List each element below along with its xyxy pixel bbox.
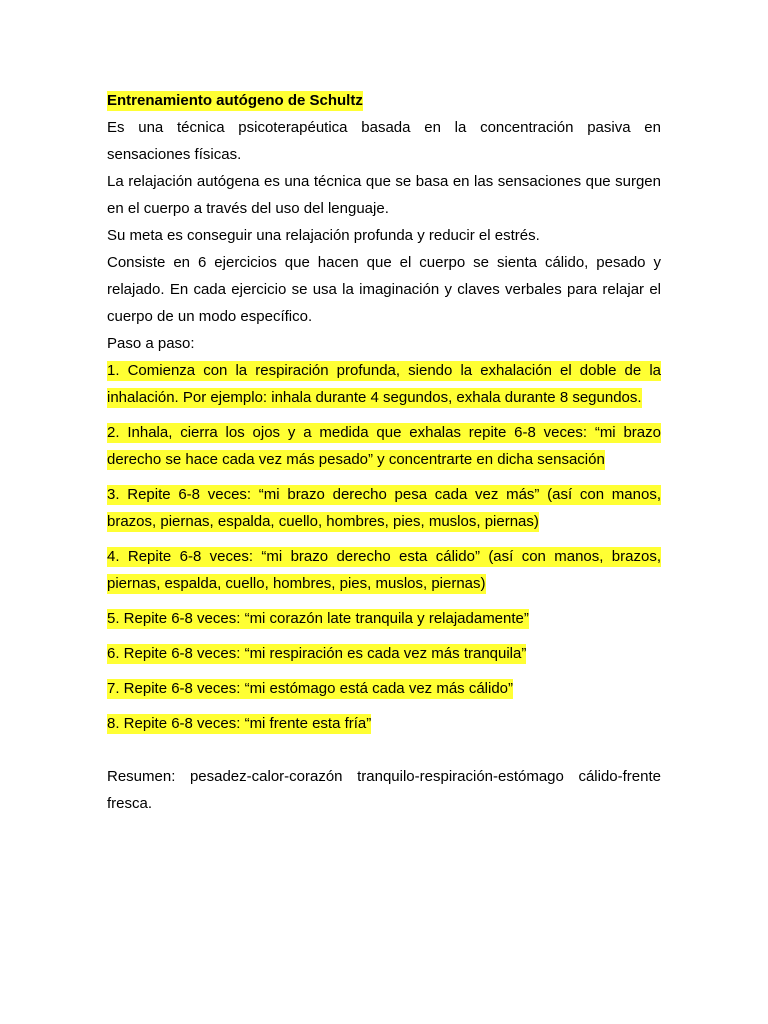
- intro-paragraph: Es una técnica psicoterapéutica basada en la concentración pasiva en sensaciones físicas.: [107, 119, 661, 163]
- step-item: 2. Inhala, cierra los ojos y a medida que exhalas repite 6-8 veces: “mi brazo derecho se hace cada vez más pesado” y concentrarte en dicha sensación: [107, 424, 661, 468]
- summary-paragraph: Resumen: pesadez-calor-corazón tranquilo-respiración-estómago cálido-frente fresca.: [107, 768, 661, 812]
- step-item: 7. Repite 6-8 veces: “mi estómago está cada vez más cálido”: [107, 680, 514, 697]
- intro-paragraph: La relajación autógena es una técnica que se basa en las sensaciones que surgen en el cuerpo a través del uso del lenguaje.: [107, 173, 661, 217]
- step-item: 3. Repite 6-8 veces: “mi brazo derecho pesa cada vez más” (así con manos, brazos, piernas, espalda, cuello, hombres, pies, muslos, piernas): [107, 486, 661, 530]
- intro-paragraph: Consiste en 6 ejercicios que hacen que el cuerpo se sienta cálido, pesado y relajado. En cada ejercicio se usa la imaginación y claves verbales para relajar el cuerpo de un modo específico.: [107, 254, 661, 325]
- intro-paragraph: Su meta es conseguir una relajación profunda y reducir el estrés.: [107, 227, 540, 244]
- step-item: 4. Repite 6-8 veces: “mi brazo derecho esta cálido” (así con manos, brazos, piernas, espalda, cuello, hombres, pies, muslos, piernas): [107, 548, 661, 592]
- step-item: 6. Repite 6-8 veces: “mi respiración es cada vez más tranquila”: [107, 645, 527, 662]
- step-item: 8. Repite 6-8 veces: “mi frente esta fría”: [107, 715, 372, 732]
- steps-heading: Paso a paso:: [107, 335, 195, 352]
- step-item: 5. Repite 6-8 veces: “mi corazón late tranquila y relajadamente”: [107, 610, 529, 627]
- step-item: 1. Comienza con la respiración profunda, siendo la exhalación el doble de la inhalación. Por ejemplo: inhala durante 4 segundos, exhala durante 8 segundos.: [107, 362, 661, 406]
- document-title: Entrenamiento autógeno de Schultz: [107, 92, 363, 109]
- document-body: [107, 87, 661, 817]
